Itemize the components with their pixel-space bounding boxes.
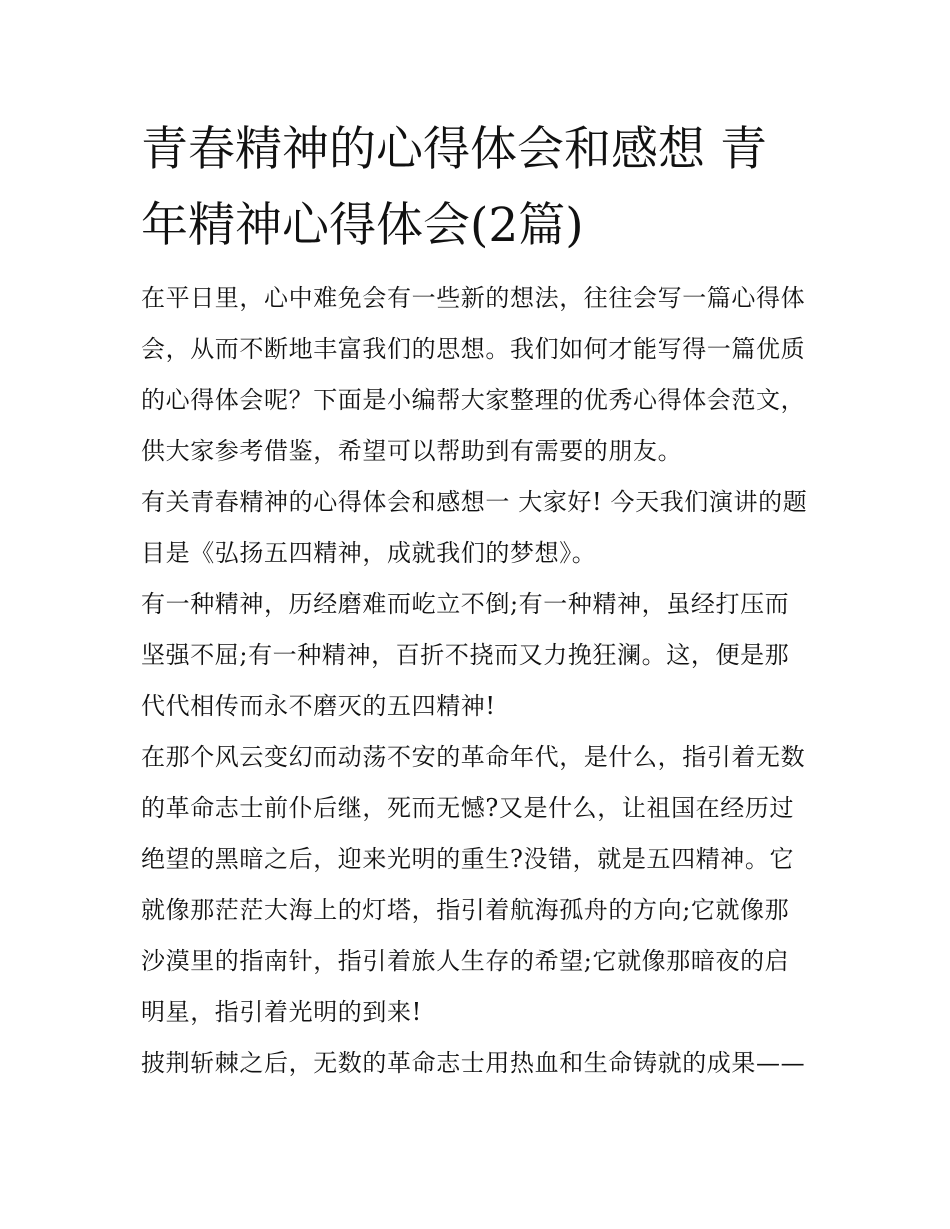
document-body <box>141 112 813 1089</box>
document-title: 青春精神的心得体会和感想 青年精神心得体会(2篇) <box>141 122 767 253</box>
paragraph-speech-opening: 有关青春精神的心得体会和感想一 大家好! 今天我们演讲的题目是《弘扬五四精神，成就我们的梦想》。 <box>141 488 808 567</box>
paragraph-achievement: 披荆斩棘之后，无数的革命志士用热血和生命铸就的成果—— <box>141 1049 806 1077</box>
paragraph-revolution: 在那个风云变幻而动荡不安的革命年代，是什么，指引着无数的革命志士前仆后继，死而无憾?又是什么，让祖国在经历过绝望的黑暗之后，迎来光明的重生?没错，就是五四精神。它就像那茫茫大海上的灯塔，指引着航海孤舟的方向;它就像那沙漠里的指南针，指引着旅人生存的希望;它就像那暗夜的启明星，指引着光明的到来! <box>141 743 806 1026</box>
paragraph-intro: 在平日里，心中难免会有一些新的想法，往往会写一篇心得体会，从而不断地丰富我们的思想。我们如何才能写得一篇优质的心得体会呢？下面是小编帮大家整理的优秀心得体会范文，供大家参考借鉴，希望可以帮助到有需要的朋友。 <box>141 284 806 465</box>
paragraph-spirit: 有一种精神，历经磨难而屹立不倒;有一种精神，虽经打压而坚强不屈;有一种精神，百折不挠而又力挽狂澜。这，便是那代代相传而永不磨灭的五四精神! <box>141 590 790 720</box>
